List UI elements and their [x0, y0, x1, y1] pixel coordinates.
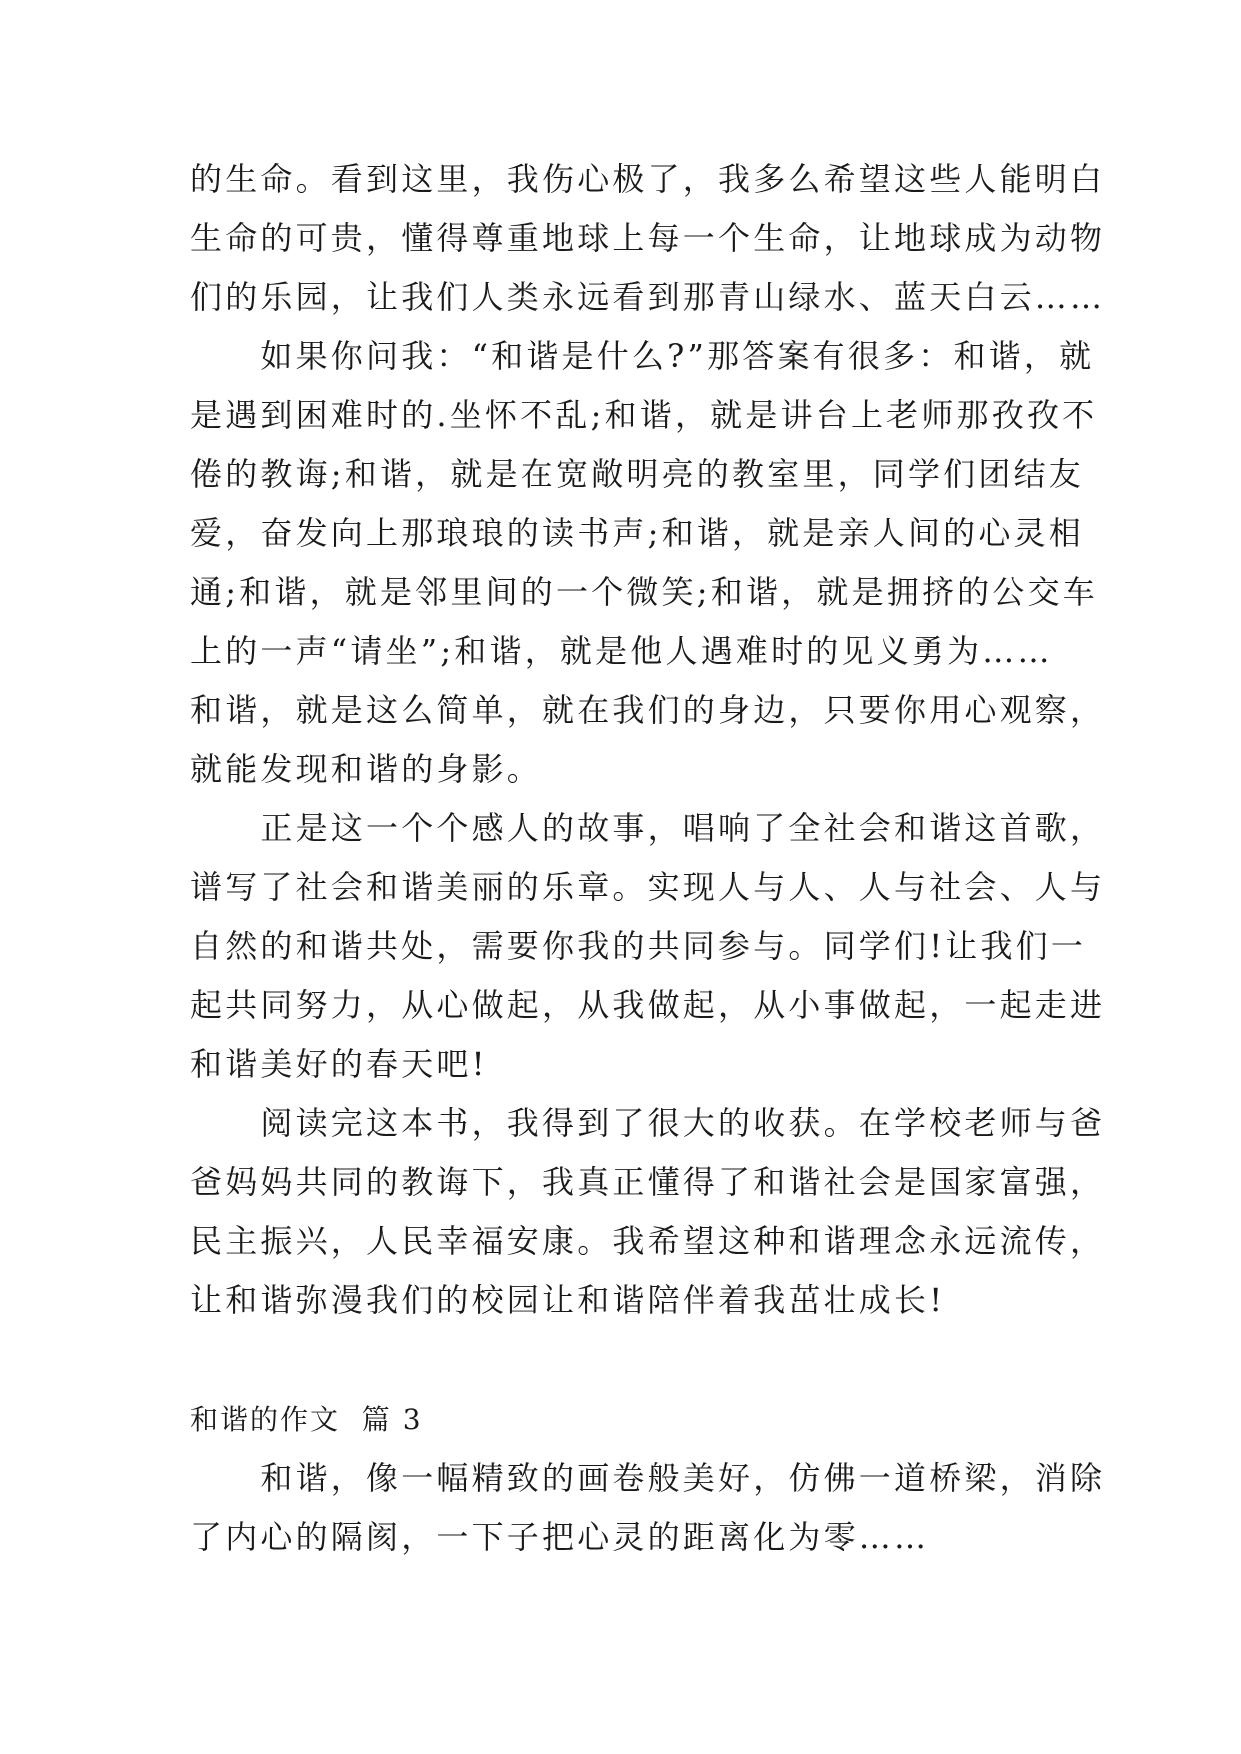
essay-text [190, 150, 1106, 1567]
text-line: 倦的教诲;和谐，就是在宽敞明亮的教室里，同学们团结友 [190, 455, 1084, 493]
text-line: 爱，奋发向上那琅琅的读书声;和谐，就是亲人间的心灵相 [190, 514, 1084, 552]
text-line: 的生命。看到这里，我伤心极了，我多么希望这些人能明白 [190, 160, 1106, 198]
section-heading: 和谐的作文 篇 3 [190, 1403, 423, 1436]
text-line: 和谐，就是这么简单，就在我们的身边，只要你用心观察， [190, 691, 1106, 729]
text-line: 自然的和谐共处，需要你我的共同参与。同学们!让我们一 [190, 927, 1087, 965]
text-line: 通;和谐，就是邻里间的一个微笑;和谐，就是拥挤的公交车 [190, 573, 1098, 611]
text-line: 让和谐弥漫我们的校园让和谐陪伴着我茁壮成长! [190, 1281, 946, 1319]
text-line: 了内心的隔阂，一下子把心灵的距离化为零…… [190, 1518, 930, 1556]
section-spacer [190, 1330, 1070, 1390]
text-line: 如果你问我：“和谐是什么?”那答案有很多：和谐，就 [190, 337, 1095, 375]
text-line: 们的乐园，让我们人类永远看到那青山绿水、蓝天白云…… [190, 278, 1106, 316]
text-line: 和谐美好的春天吧! [190, 1045, 488, 1083]
text-line: 阅读完这本书，我得到了很大的收获。在学校老师与爸 [190, 1104, 1106, 1142]
text-line: 和谐，像一幅精致的画卷般美好，仿佛一道桥梁，消除 [190, 1459, 1106, 1497]
text-line: 正是这一个个感人的故事，唱响了全社会和谐这首歌， [190, 809, 1106, 847]
text-line: 上的一声“请坐”;和谐，就是他人遇难时的见义勇为…… [190, 632, 1053, 670]
text-line: 生命的可贵，懂得尊重地球上每一个生命，让地球成为动物 [190, 219, 1106, 257]
text-line: 爸妈妈共同的教诲下，我真正懂得了和谐社会是国家富强， [190, 1163, 1106, 1201]
text-line: 起共同努力，从心做起，从我做起，从小事做起，一起走进 [190, 986, 1106, 1024]
text-line: 就能发现和谐的身影。 [190, 750, 543, 788]
text-line: 谱写了社会和谐美丽的乐章。实现人与人、人与社会、人与 [190, 868, 1106, 906]
text-line: 民主振兴，人民幸福安康。我希望这种和谐理念永远流传， [190, 1222, 1106, 1260]
text-line: 是遇到困难时的.坐怀不乱;和谐，就是讲台上老师那孜孜不 [190, 396, 1098, 434]
